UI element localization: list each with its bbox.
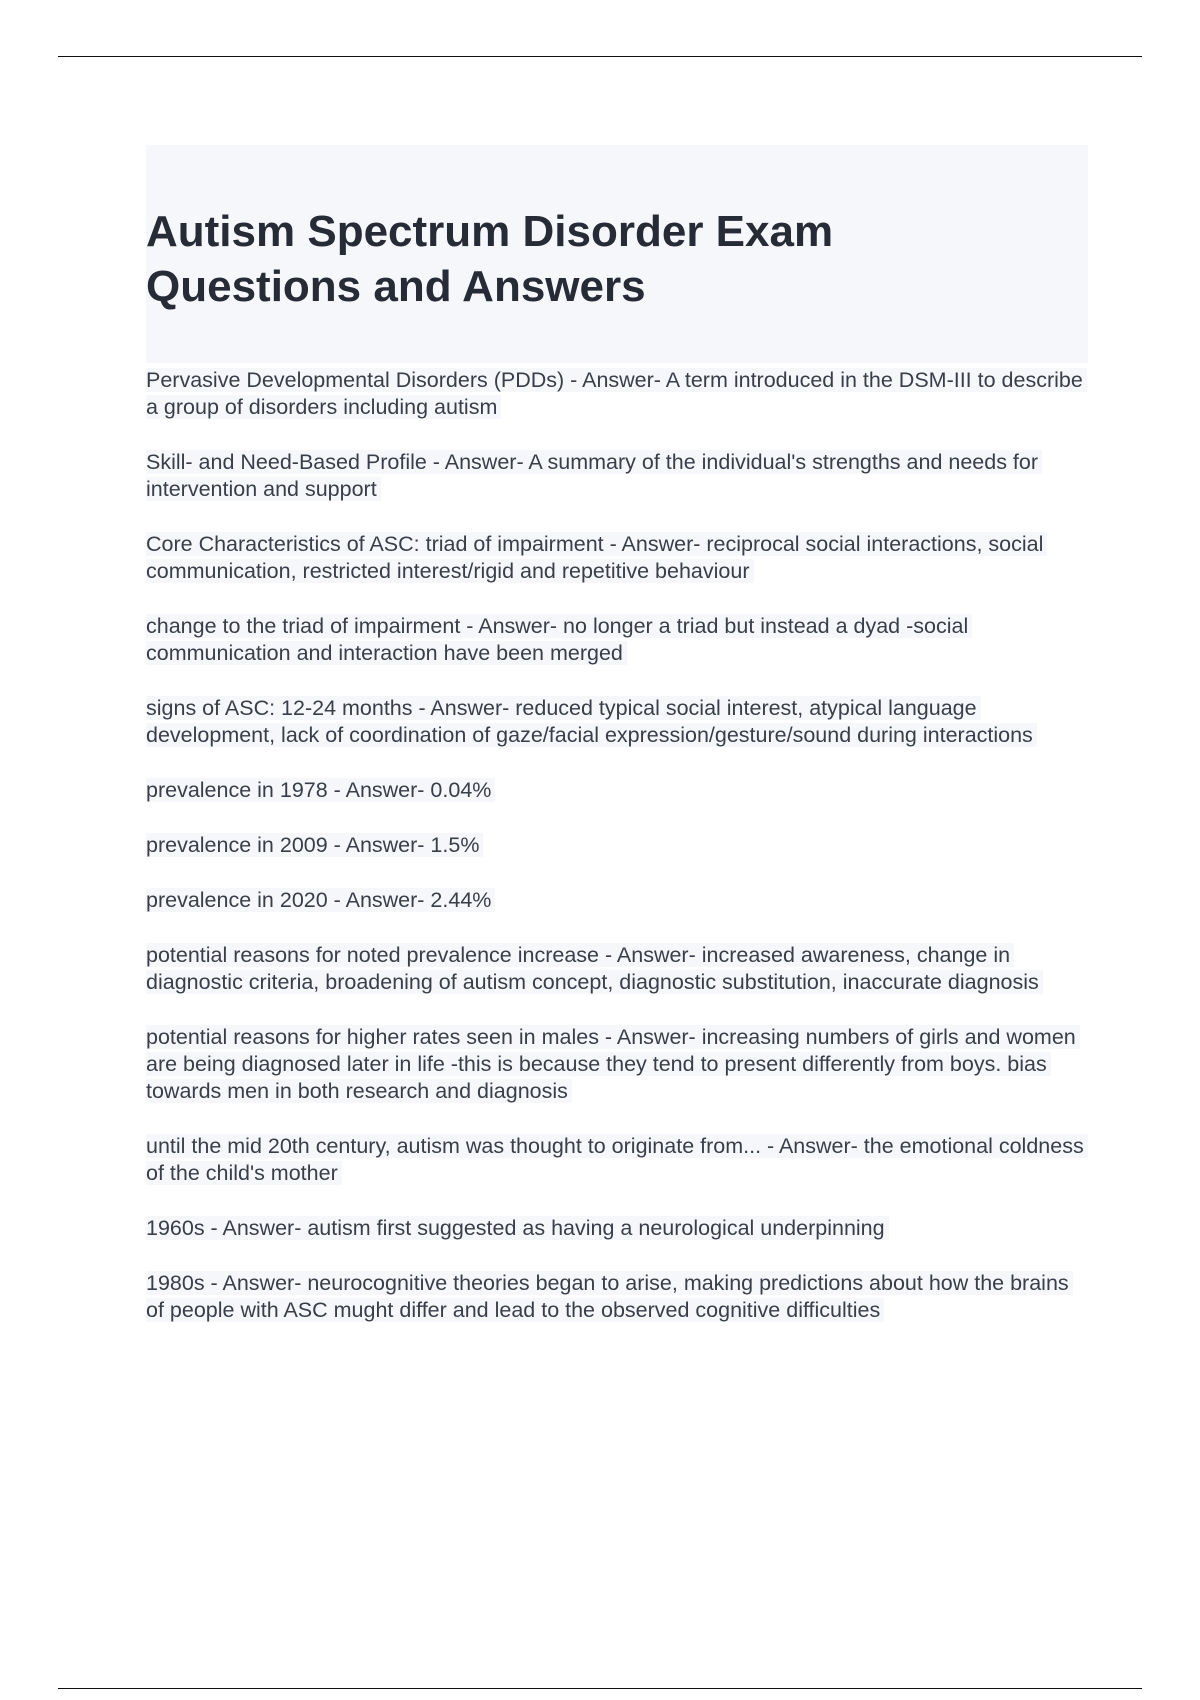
qa-item	[146, 1024, 1088, 1105]
qa-item-text: potential reasons for noted prevalence increase - Answer- increased awareness, change in diagnostic criteria, broadening of autism concept, diagnostic substitution, inaccurate diagnosis	[146, 943, 1043, 994]
qa-item	[146, 942, 1088, 996]
qa-item	[146, 449, 1088, 503]
qa-item-text: Pervasive Developmental Disorders (PDDs) - Answer- A term introduced in the DSM-III to describe a group of disorders including autism	[146, 368, 1087, 419]
qa-item-text: until the mid 20th century, autism was thought to originate from... - Answer- the emotional coldness of the child's mother	[146, 1134, 1088, 1185]
qa-item-text: prevalence in 2009 - Answer- 1.5%	[146, 833, 483, 857]
title-line-1: Autism Spectrum Disorder Exam	[146, 207, 834, 256]
qa-item	[146, 613, 1088, 667]
title-line-2: Questions and Answers	[146, 262, 646, 311]
qa-item	[146, 1133, 1088, 1187]
qa-item-text: change to the triad of impairment - Answer- no longer a triad but instead a dyad -social communication and interaction have been merged	[146, 614, 972, 665]
qa-item	[146, 367, 1088, 421]
qa-item-text: Skill- and Need-Based Profile - Answer- A summary of the individual's strengths and needs for intervention and support	[146, 450, 1042, 501]
qa-item-text: 1960s - Answer- autism first suggested as having a neurological underpinning	[146, 1216, 889, 1240]
qa-item-text: prevalence in 1978 - Answer- 0.04%	[146, 778, 495, 802]
qa-item-text: prevalence in 2020 - Answer- 2.44%	[146, 888, 495, 912]
qa-item	[146, 531, 1088, 585]
title-block	[146, 145, 1088, 363]
qa-item	[146, 1270, 1088, 1324]
qa-item-text: potential reasons for higher rates seen in males - Answer- increasing numbers of girls and women are being diagnosed later in life -this is because they tend to present differently from boys. bias towards men in both research and diagnosis	[146, 1025, 1080, 1103]
document-title	[146, 145, 1088, 314]
top-rule	[58, 56, 1142, 57]
qa-item	[146, 1215, 1088, 1242]
document-body	[146, 145, 1088, 1352]
qa-list	[146, 367, 1088, 1324]
qa-item	[146, 695, 1088, 749]
bottom-rule	[58, 1688, 1142, 1689]
qa-item	[146, 832, 1088, 859]
qa-item-text: 1980s - Answer- neurocognitive theories began to arise, making predictions about how the brains of people with ASC mught differ and lead to the observed cognitive difficulties	[146, 1271, 1073, 1322]
qa-item-text: signs of ASC: 12-24 months - Answer- reduced typical social interest, atypical language development, lack of coordination of gaze/facial expression/gesture/sound during interactions	[146, 696, 1037, 747]
qa-item	[146, 887, 1088, 914]
qa-item	[146, 777, 1088, 804]
qa-item-text: Core Characteristics of ASC: triad of impairment - Answer- reciprocal social interactions, social communication, restricted interest/rigid and repetitive behaviour	[146, 532, 1047, 583]
